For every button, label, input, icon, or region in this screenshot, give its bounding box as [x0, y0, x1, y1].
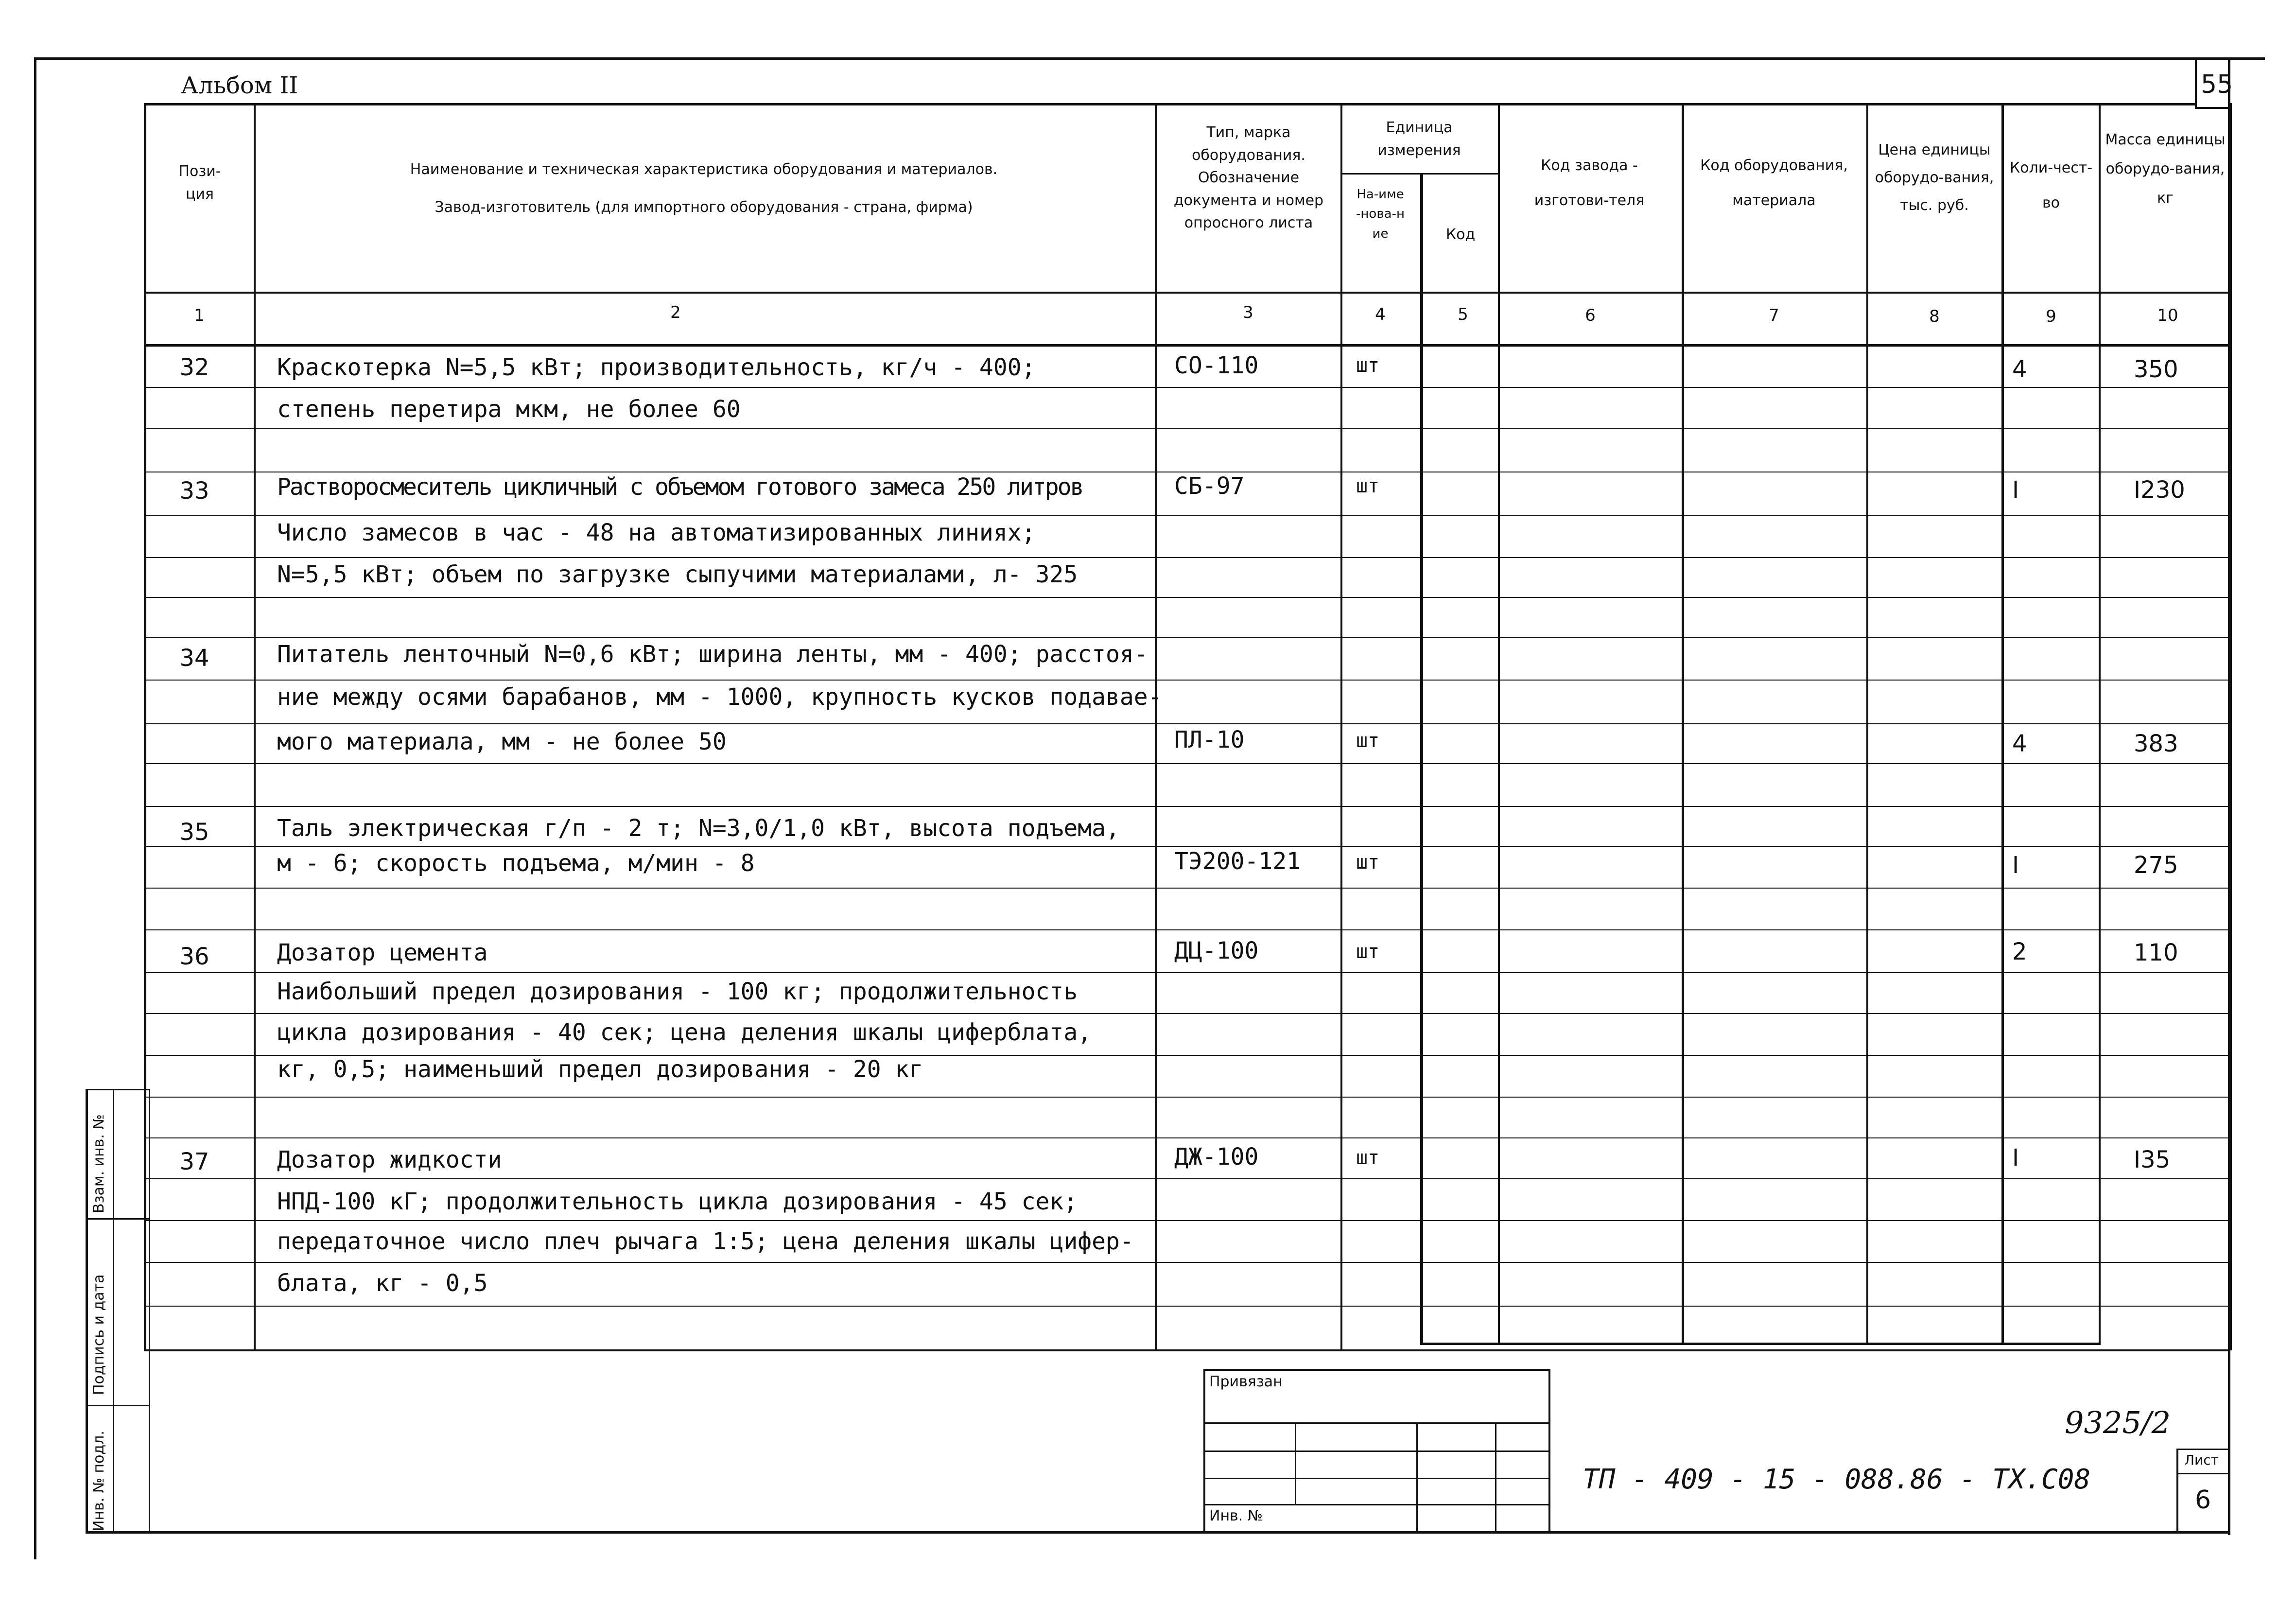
- col-div-2: [1155, 103, 1157, 1350]
- title-block-hline: [1203, 1451, 1550, 1452]
- doc-designation: ТП - 409 - 15 - 088.86 - ТХ.С08: [1583, 1464, 2091, 1495]
- row-line: [144, 387, 2229, 388]
- side-inv-no-orig: Инв. № подл.: [90, 1431, 107, 1531]
- colnum-3: 3: [1243, 303, 1253, 322]
- frame-top: [34, 57, 2265, 60]
- row-34-type: ПЛ-10: [1174, 726, 1245, 753]
- header-equip-code: Код оборудования, материала: [1700, 157, 1848, 209]
- row-36-mass: 110: [2134, 939, 2178, 966]
- row-33-line-3: N=5,5 кВт; объем по загрузке сыпучими материалами, л- 325: [277, 561, 1078, 588]
- table-right: [2230, 103, 2232, 1350]
- row-37-line-2: НПД-100 кГ; продолжительность цикла дозирования - 45 сек;: [277, 1188, 1078, 1215]
- bottom-frame-right: [2228, 1349, 2230, 1533]
- header-unit-name: На-име-нова-ние: [1356, 187, 1405, 241]
- row-36-qty: 2: [2012, 938, 2027, 965]
- header-plant-code: Код завода - изготови-теля: [1534, 157, 1645, 209]
- page-number: 55: [2201, 70, 2233, 99]
- row-33-unit: шт: [1356, 475, 1380, 497]
- row-line: [144, 1306, 2229, 1307]
- header-type: Тип, марка оборудования. Обозначение документа и номер опросного листа: [1173, 124, 1324, 231]
- row-line: [144, 763, 2229, 764]
- row-line: [144, 1178, 2229, 1179]
- colnum-6: 6: [1585, 306, 1596, 325]
- row-33-line-1: Растворосмеситель цикличный с объемом готового замеса 250 литров: [277, 473, 1083, 501]
- unit-group-divider: [1340, 173, 1499, 175]
- row-37-unit: шт: [1356, 1147, 1380, 1169]
- row-37-line-3: передаточное число плеч рычага 1:5; цена деления шкалы цифер-: [277, 1228, 1134, 1255]
- row-line: [144, 597, 2229, 598]
- row-line: [144, 680, 2229, 681]
- colnum-2: 2: [670, 303, 681, 322]
- sheet-box-top: [2176, 1449, 2229, 1450]
- row-35-mass: 275: [2134, 852, 2178, 879]
- header-bottom: [144, 292, 2230, 294]
- page-number-box-left: [2195, 57, 2197, 108]
- row-32-type: СО-110: [1174, 352, 1259, 379]
- row-line: [144, 723, 2229, 724]
- row-37-line-1: Дозатор жидкости: [277, 1146, 502, 1173]
- row-32-line-2: степень перетира мкм, не более 60: [277, 396, 741, 423]
- colnum-9: 9: [2046, 307, 2056, 326]
- row-line: [144, 1220, 2229, 1221]
- col-div-1: [254, 103, 256, 1350]
- row-34-unit: шт: [1356, 730, 1380, 752]
- row-35-type: ТЭ200-121: [1174, 848, 1301, 875]
- sheet-number: 6: [2195, 1486, 2211, 1515]
- row-35-pos: 35: [179, 819, 209, 846]
- table-bottom-left: [144, 1349, 2230, 1351]
- side-stamp-left: [86, 1089, 88, 1533]
- header-unit-group: Единица измерения: [1377, 119, 1461, 159]
- colnum-10: 10: [2157, 306, 2178, 325]
- row-33-qty: I: [2012, 476, 2019, 504]
- title-block-hline: [1203, 1504, 1550, 1505]
- row-35-line-2: м - 6; скорость подъема, м/мин - 8: [277, 850, 755, 877]
- side-stamp-mid: [113, 1089, 114, 1533]
- row-line: [144, 1262, 2229, 1263]
- sheet-box-mid: [2176, 1473, 2229, 1474]
- row-35-qty: I: [2012, 852, 2019, 879]
- row-37-qty: I: [2012, 1144, 2019, 1171]
- row-line: [144, 972, 2229, 973]
- table-bottom-cols: [1420, 1343, 2101, 1345]
- row-36-pos: 36: [179, 943, 209, 970]
- row-36-line-1: Дозатор цемента: [277, 939, 488, 966]
- colnum-7: 7: [1769, 306, 1779, 325]
- row-37-type: ДЖ-100: [1174, 1143, 1259, 1171]
- row-33-type: СБ-97: [1174, 472, 1245, 500]
- row-line: [144, 1013, 2229, 1014]
- title-block-inv-no: Инв. №: [1209, 1507, 1263, 1524]
- doc-number-handwritten: 9325/2: [2065, 1405, 2171, 1440]
- header-pos: Пози- ция: [178, 163, 221, 203]
- row-36-line-2: Наибольший предел дозирования - 100 кг; продолжительность: [277, 978, 1078, 1005]
- col-div-4: [1420, 173, 1423, 1345]
- row-line: [144, 806, 2229, 807]
- title-block-linked: Привязан: [1209, 1373, 1283, 1390]
- row-34-mass: 383: [2134, 730, 2178, 757]
- row-line: [144, 1097, 2229, 1098]
- row-line: [144, 557, 2229, 558]
- row-32-pos: 32: [179, 354, 209, 381]
- colnum-4: 4: [1375, 305, 1386, 324]
- sheet-box-left: [2176, 1449, 2178, 1531]
- side-stamp-div-1: [86, 1218, 149, 1220]
- colnum-5: 5: [1458, 305, 1468, 324]
- header-qty: Коли-чест-во: [2009, 159, 2093, 211]
- sheet-label: Лист: [2184, 1452, 2219, 1468]
- row-33-line-2: Число замесов в час - 48 на автоматизированных линиях;: [277, 519, 1036, 546]
- row-34-line-2: ние между осями барабанов, мм - 1000, крупность кусков подавае-: [277, 683, 1162, 711]
- row-37-line-4: блата, кг - 0,5: [277, 1270, 488, 1297]
- header-name: Наименование и техническая характеристика оборудования и материалов. Завод-изготовитель (для импортного оборудования - страна, фирма): [410, 161, 998, 216]
- frame-left: [34, 57, 36, 1559]
- row-34-line-3: мого материала, мм - не более 50: [277, 728, 727, 755]
- row-line: [144, 1137, 2229, 1138]
- title-block-hline: [1203, 1422, 1550, 1424]
- row-32-qty: 4: [2012, 356, 2027, 383]
- row-32-line-1: Краскотерка N=5,5 кВт; производительность, кг/ч - 400;: [277, 354, 1036, 381]
- col-div-3: [1340, 103, 1342, 1350]
- row-line: [144, 515, 2229, 516]
- frame-bottom: [86, 1531, 2230, 1534]
- side-stamp-right: [149, 1089, 150, 1533]
- header-mass: Масса единицы оборудо-вания, кг: [2105, 131, 2226, 207]
- row-line: [144, 637, 2229, 638]
- side-stamp-div-2: [86, 1405, 149, 1406]
- row-34-line-1: Питатель ленточный N=0,6 кВт; ширина ленты, мм - 400; расстоя-: [277, 641, 1148, 668]
- row-36-type: ДЦ-100: [1174, 937, 1259, 964]
- colnum-bottom: [144, 344, 2230, 347]
- row-line: [144, 846, 2229, 847]
- colnum-8: 8: [1929, 307, 1940, 326]
- row-36-line-3: цикла дозирования - 40 сек; цена деления шкалы циферблата,: [277, 1019, 1092, 1046]
- row-line: [144, 888, 2229, 889]
- row-35-line-1: Таль электрическая г/п - 2 т; N=3,0/1,0 кВт, высота подъема,: [277, 815, 1120, 842]
- title-block-vline: [1416, 1422, 1418, 1532]
- row-line: [144, 929, 2229, 930]
- side-stamp-top: [86, 1089, 149, 1090]
- row-35-unit: шт: [1356, 851, 1380, 874]
- row-32-unit: шт: [1356, 354, 1380, 377]
- row-32-mass: 350: [2134, 356, 2178, 383]
- row-33-mass: I230: [2134, 476, 2185, 504]
- header-price: Цена единицы оборудо-вания, тыс. руб.: [1875, 141, 1994, 214]
- title-block-vline: [1295, 1422, 1296, 1504]
- row-36-unit: шт: [1356, 941, 1380, 963]
- row-34-pos: 34: [179, 645, 209, 672]
- title-block-vline: [1495, 1422, 1496, 1532]
- side-inv-no-instead: Взам. инв. №: [90, 1114, 107, 1213]
- row-36-line-4: кг, 0,5; наименьший предел дозирования - 20 кг: [277, 1056, 923, 1083]
- row-37-mass: I35: [2134, 1146, 2171, 1173]
- row-33-pos: 33: [179, 477, 209, 505]
- page-number-box-bottom: [2195, 107, 2230, 109]
- table-top: [144, 103, 2197, 105]
- album-label: Альбом II: [181, 72, 298, 99]
- title-block-box-top: [1203, 1369, 1550, 1371]
- row-line: [144, 428, 2229, 429]
- header-unit-code: Код: [1445, 226, 1476, 243]
- row-37-pos: 37: [179, 1148, 209, 1175]
- row-34-qty: 4: [2012, 730, 2027, 757]
- title-block-hline: [1203, 1478, 1550, 1479]
- side-sign-date: Подпись и дата: [90, 1274, 107, 1395]
- colnum-1: 1: [194, 306, 205, 325]
